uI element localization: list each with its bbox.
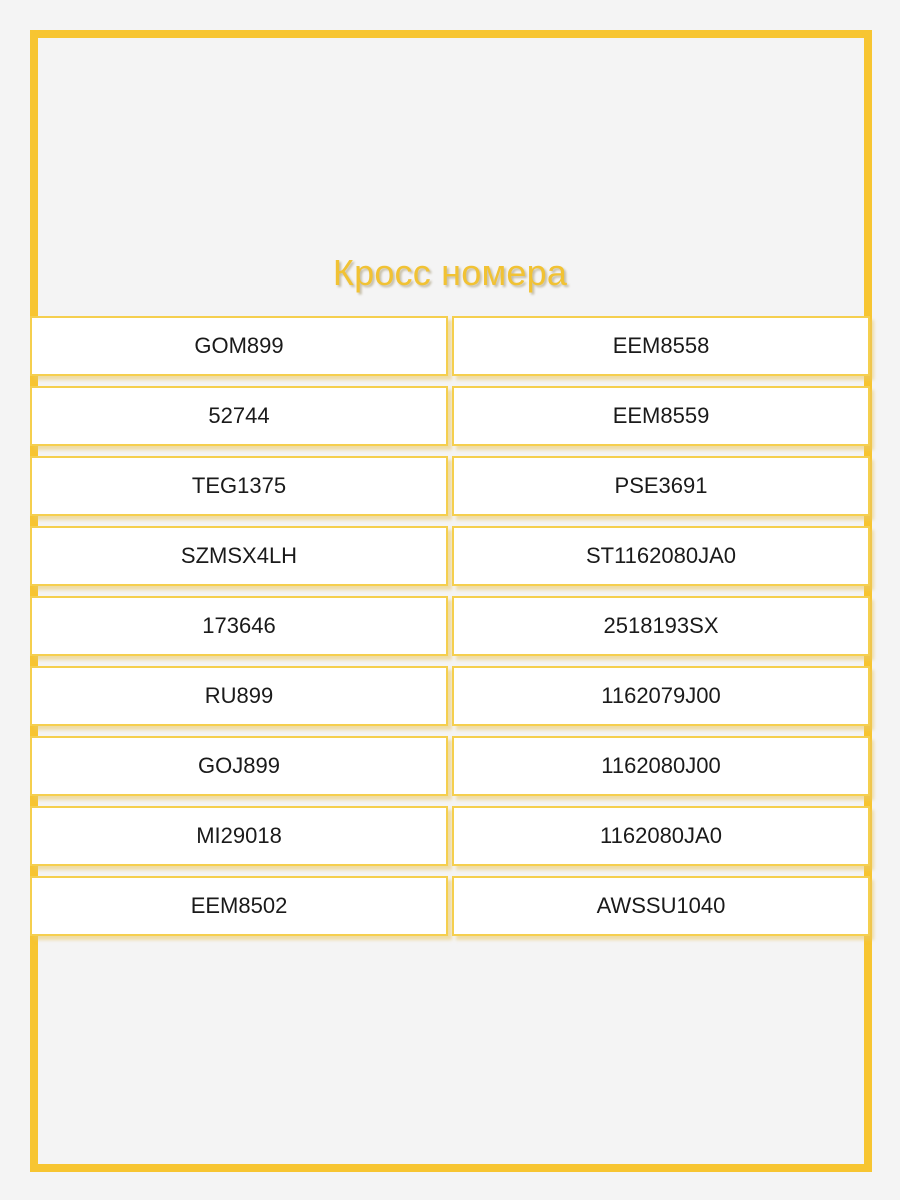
table-cell: EEM8559 xyxy=(452,386,870,446)
table-cell: RU899 xyxy=(30,666,448,726)
table-row xyxy=(30,876,870,936)
cross-numbers-table xyxy=(30,316,870,946)
table-cell: ST1162080JA0 xyxy=(452,526,870,586)
table-cell: TEG1375 xyxy=(30,456,448,516)
table-cell: GOM899 xyxy=(30,316,448,376)
table-cell: GOJ899 xyxy=(30,736,448,796)
table-row xyxy=(30,596,870,656)
table-cell: SZMSX4LH xyxy=(30,526,448,586)
table-row xyxy=(30,806,870,866)
table-cell: EEM8558 xyxy=(452,316,870,376)
table-cell: PSE3691 xyxy=(452,456,870,516)
table-cell: 1162079J00 xyxy=(452,666,870,726)
table-row xyxy=(30,316,870,376)
table-row xyxy=(30,736,870,796)
table-cell: EEM8502 xyxy=(30,876,448,936)
table-cell: 173646 xyxy=(30,596,448,656)
table-row xyxy=(30,666,870,726)
table-cell: 1162080JA0 xyxy=(452,806,870,866)
table-row xyxy=(30,386,870,446)
table-cell: 52744 xyxy=(30,386,448,446)
table-cell: 2518193SX xyxy=(452,596,870,656)
page-title: Кросс номера xyxy=(332,252,568,293)
table-cell: AWSSU1040 xyxy=(452,876,870,936)
table-row xyxy=(30,526,870,586)
table-row xyxy=(30,456,870,516)
table-cell: MI29018 xyxy=(30,806,448,866)
table-cell: 1162080J00 xyxy=(452,736,870,796)
